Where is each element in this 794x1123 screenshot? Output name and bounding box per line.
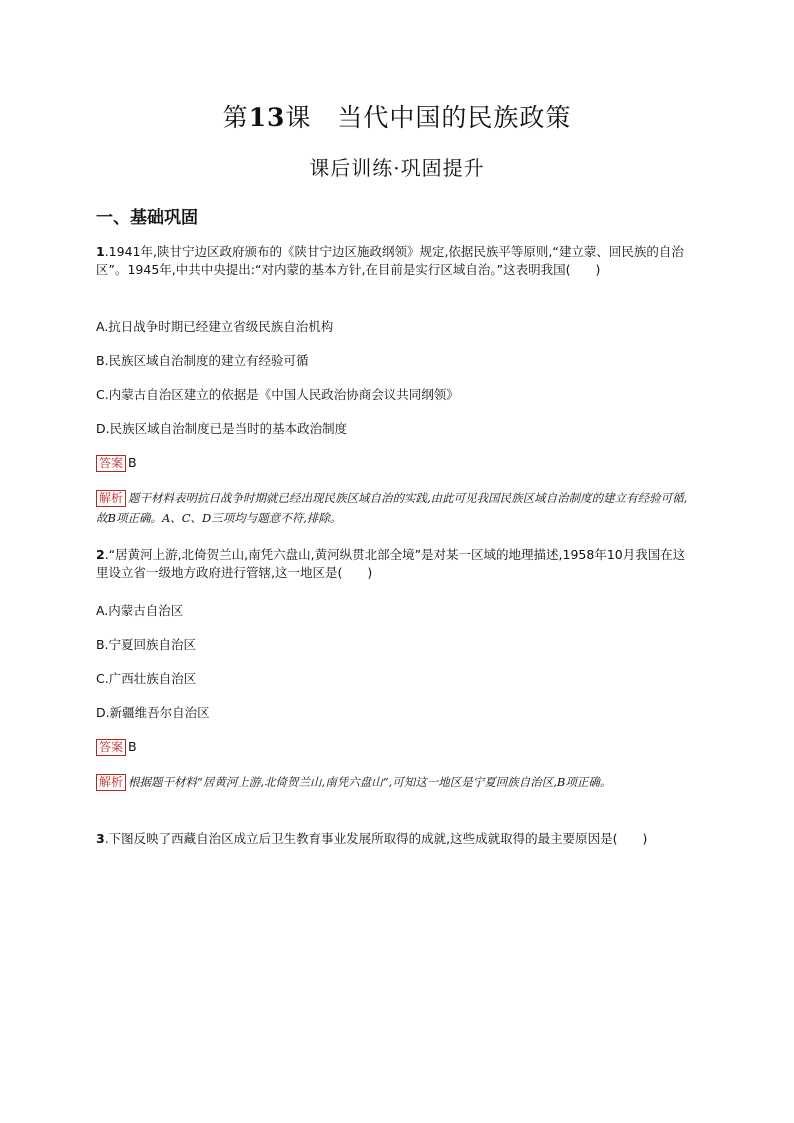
question-2-option-b: B.宁夏回族自治区 [96,637,197,652]
question-number: 3 [96,831,105,846]
question-1-stem [96,243,696,279]
question-2-option-c: C.广西壮族自治区 [96,671,197,686]
section-heading: 一、基础巩固 [96,208,198,228]
lesson-title [0,98,794,134]
question-2-answer [96,738,137,756]
question-1-option-a: A.抗日战争时期已经建立省级民族自治机构 [96,319,334,334]
question-text: .“居黄河上游,北倚贺兰山,南凭六盘山,黄河纵贯北部全境”是对某一区域的地理描述,1958年10月我国在这里设立省一级地方政府进行管辖,这一地区是( ) [96,547,686,580]
answer-value: B [128,455,137,470]
explanation-text: 题干材料表明抗日战争时期就已经出现民族区域自治的实践,由此可见我国民族区域自治制度的建立有经验可循,故B项正确。A、C、D三项均与题意不符,排除。 [96,491,688,525]
title-prefix: 第 [222,103,249,132]
question-1-answer [96,454,137,472]
question-number: 1 [96,244,105,259]
title-suffix: 课 当代中国的民族政策 [285,103,572,132]
question-2-option-a: A.内蒙古自治区 [96,603,184,618]
explanation-tag: 解析 [96,490,126,507]
question-2-stem [96,546,696,582]
question-number: 2 [96,547,105,562]
question-3-stem [96,830,696,848]
answer-value: B [128,739,137,754]
question-text: .1941年,陕甘宁边区政府颁布的《陕甘宁边区施政纲领》规定,依据民族平等原则,“建立蒙、回民族的自治区”。1945年,中共中央提出:“对内蒙的基本方针,在目前是实行区域自治。”这表明我国( ) [96,244,684,277]
question-text: .下图反映了西藏自治区成立后卫生教育事业发展所取得的成就,这些成就取得的最主要原因是( ) [104,831,648,846]
question-1-option-d: D.民族区域自治制度已是当时的基本政治制度 [96,421,348,436]
question-2-explanation [96,772,696,792]
question-2-option-d: D.新疆维吾尔自治区 [96,705,210,720]
answer-tag: 答案 [96,739,126,756]
explanation-tag: 解析 [96,774,126,791]
lesson-number: 13 [248,103,286,132]
subtitle: 课后训练·巩固提升 [309,156,485,180]
answer-tag: 答案 [96,455,126,472]
question-1-explanation [96,488,696,528]
question-1-option-c: C.内蒙古自治区建立的依据是《中国人民政治协商会议共同纲领》 [96,387,459,402]
explanation-text: 根据题干材料“居黄河上游,北倚贺兰山,南凭六盘山”,可知这一地区是宁夏回族自治区,B项正确。 [128,775,612,789]
question-1-option-b: B.民族区域自治制度的建立有经验可循 [96,353,309,368]
